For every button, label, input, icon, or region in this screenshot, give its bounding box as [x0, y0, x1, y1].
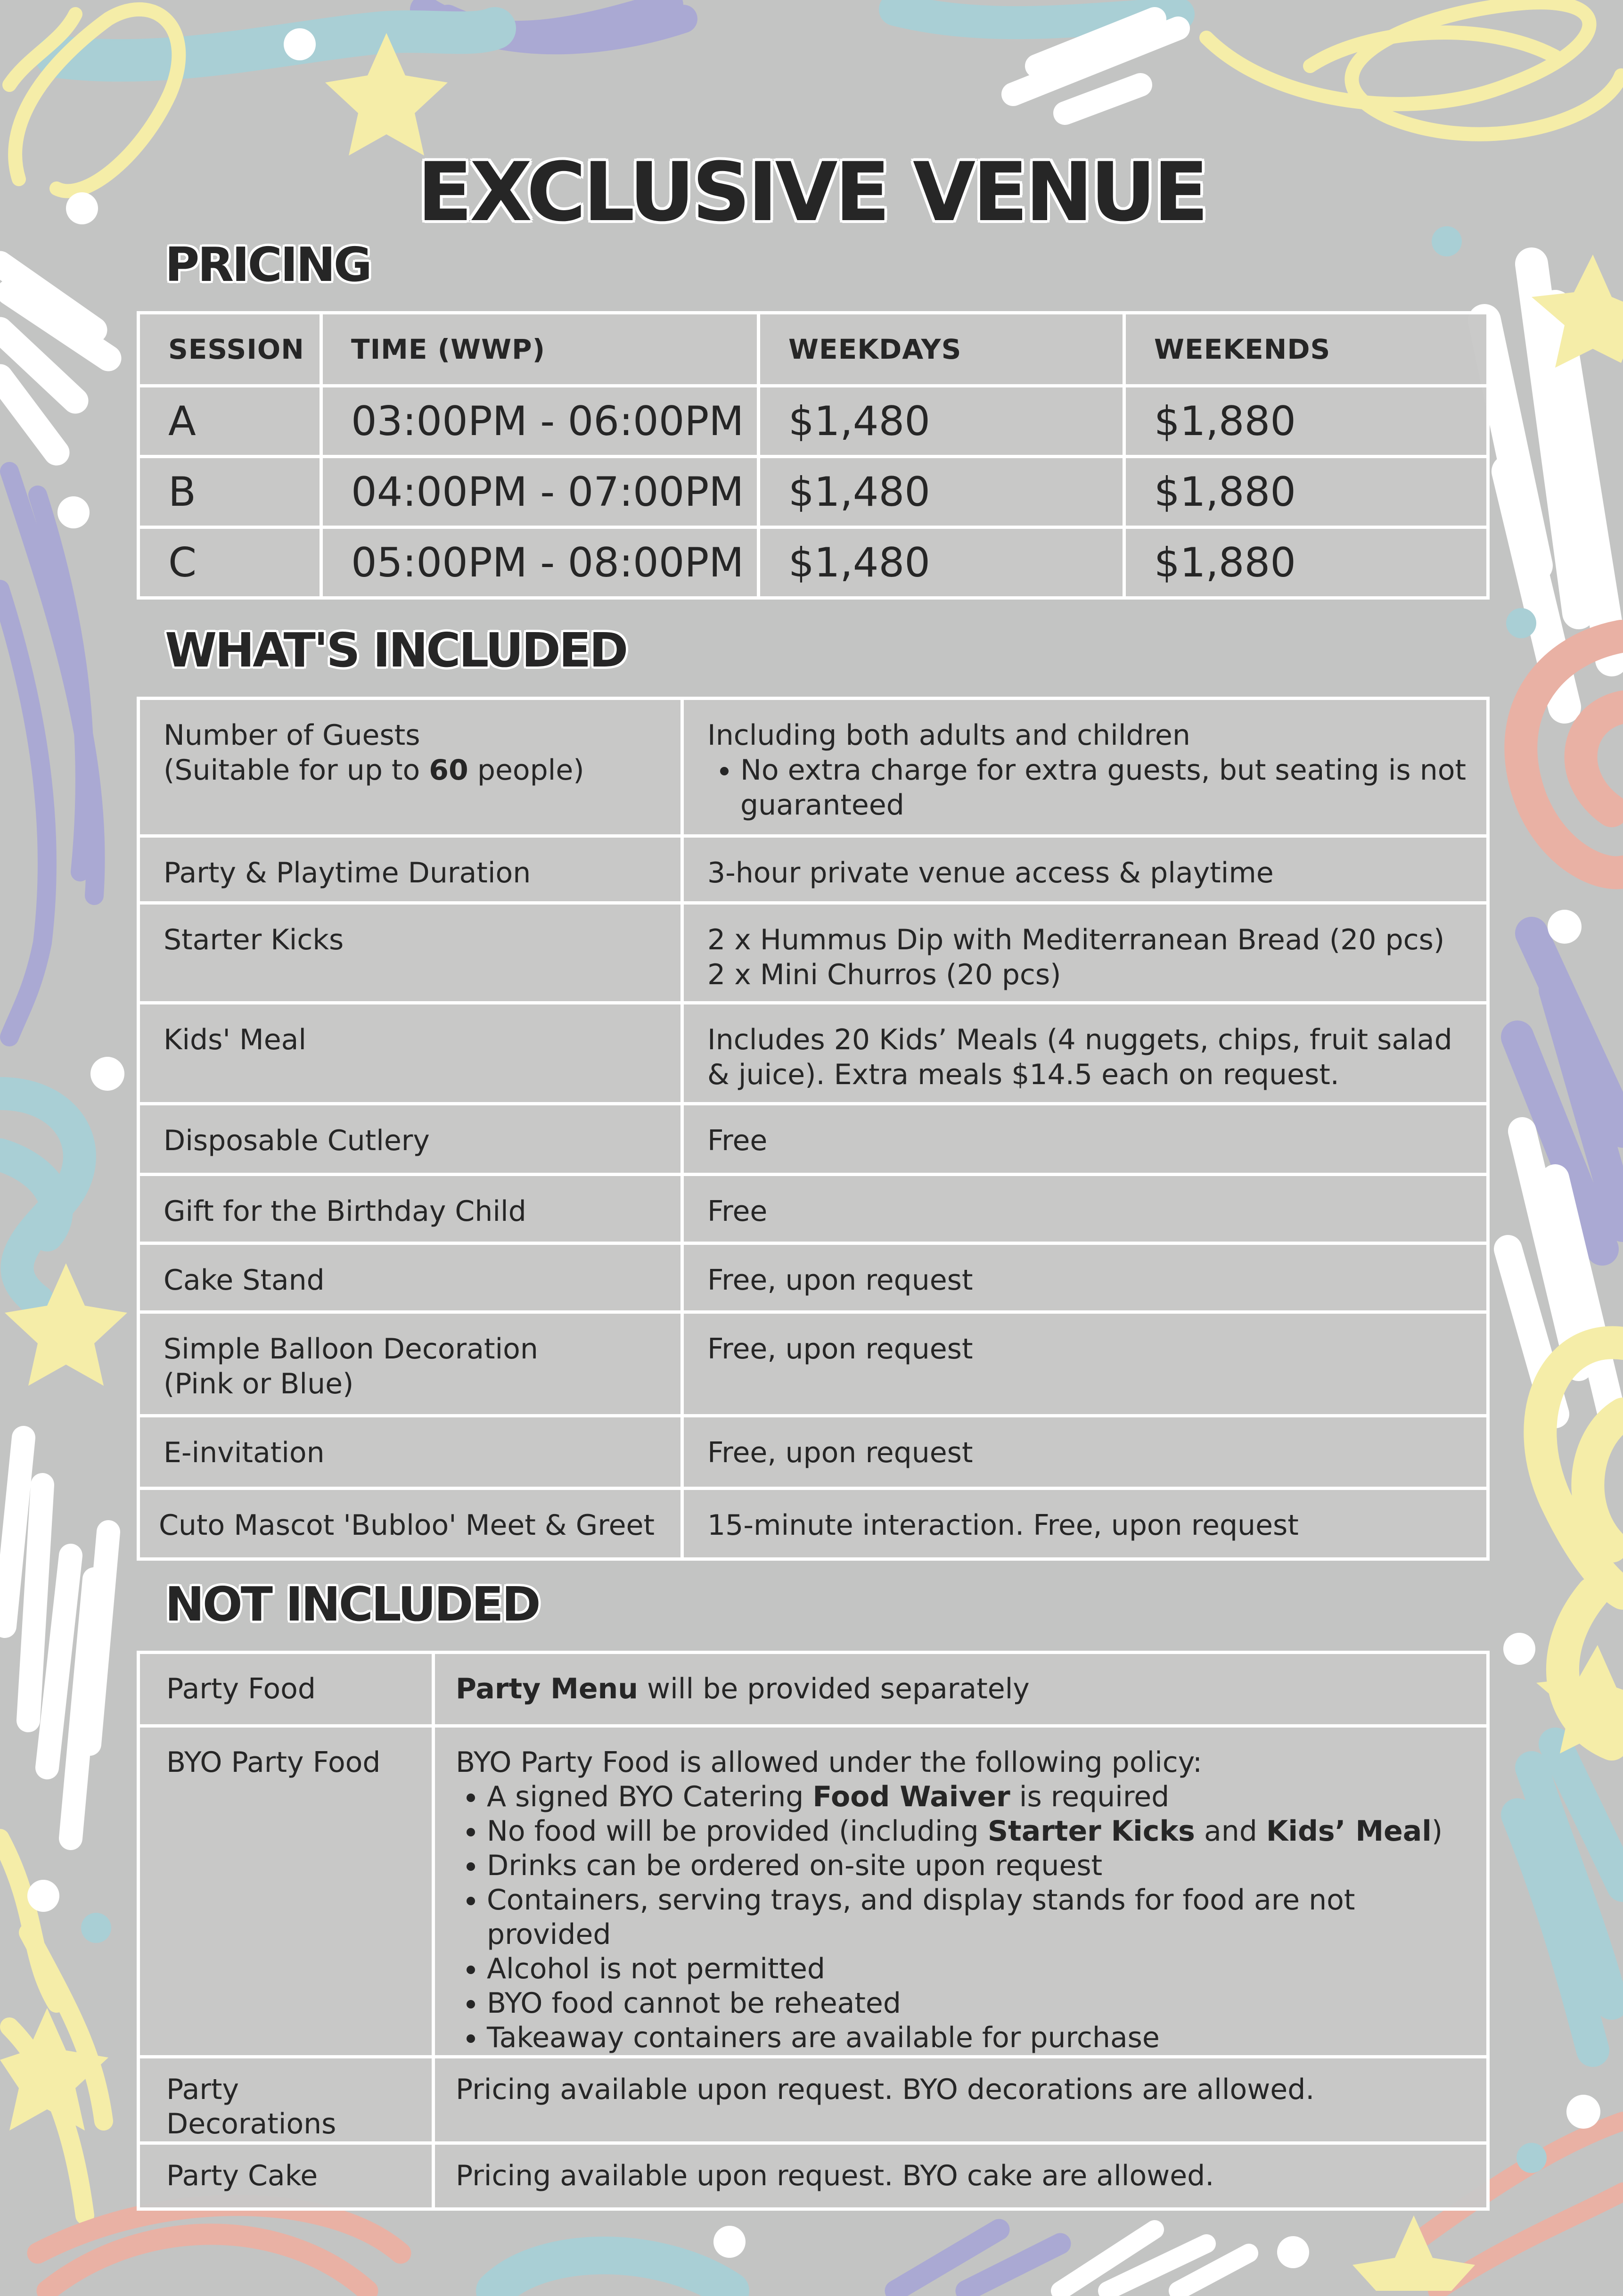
- guests-label: [139, 699, 682, 836]
- starter-label: Starter Kicks: [139, 903, 682, 1003]
- byo-label: BYO Party Food: [139, 1726, 434, 2057]
- cutlery-value: Free: [682, 1104, 1488, 1175]
- cake-stand-label: Cake Stand: [139, 1243, 682, 1312]
- session-cell: C: [139, 527, 321, 598]
- kids-meal-value: Includes 20 Kids’ Meals (4 nuggets, chips, fruit salad & juice). Extra meals $14.5 each on request.: [682, 1003, 1488, 1104]
- balloon-label: [139, 1312, 682, 1416]
- pricing-heading: PRICING: [165, 237, 370, 292]
- party-food-value: [434, 1653, 1488, 1726]
- included-heading: WHAT'S INCLUDED: [165, 623, 627, 678]
- not-included-table: [137, 1651, 1490, 2211]
- pricing-row: [139, 527, 1488, 598]
- guests-label-post: people): [468, 754, 584, 787]
- header-session: SESSION: [139, 313, 321, 386]
- party-menu-bold: Party Menu: [456, 1672, 638, 1705]
- mascot-value: 15-minute interaction. Free, upon request: [682, 1489, 1488, 1559]
- starter-value-line1: 2 x Hummus Dip with Mediterranean Bread (20 pcs): [707, 923, 1445, 956]
- included-row-gift: [139, 1175, 1488, 1243]
- einvite-value: Free, upon request: [682, 1416, 1488, 1489]
- not-included-row-byo: [139, 1726, 1488, 2057]
- byo-bullet: • Alcohol is not permitted: [487, 1952, 1472, 1986]
- included-row-cake-stand: [139, 1243, 1488, 1312]
- byo-value: [434, 1726, 1488, 2057]
- not-included-heading: NOT INCLUDED: [165, 1577, 539, 1632]
- guests-value: [682, 699, 1488, 836]
- pricing-table: [137, 311, 1490, 600]
- pricing-row: [139, 386, 1488, 457]
- included-table: [137, 697, 1490, 1561]
- weekend-price: $1,880: [1124, 457, 1488, 527]
- byo-bullet: • Drinks can be ordered on-site upon request: [487, 1849, 1472, 1883]
- time-cell: 05:00PM - 08:00PM: [321, 527, 759, 598]
- included-row-cutlery: [139, 1104, 1488, 1175]
- weekend-price: $1,880: [1124, 386, 1488, 457]
- balloon-label-line2: (Pink or Blue): [164, 1367, 354, 1400]
- included-row-mascot: [139, 1489, 1488, 1559]
- header-weekends: WEEKENDS: [1124, 313, 1488, 386]
- byo-bullet: • A signed BYO Catering Food Waiver is required: [487, 1780, 1472, 1814]
- included-row-guests: [139, 699, 1488, 836]
- byo-bullet: • BYO food cannot be reheated: [487, 1986, 1472, 2021]
- guests-label-line1: Number of Guests: [164, 719, 420, 752]
- guests-max-count: 60: [429, 754, 468, 787]
- byo-bullet: • Containers, serving trays, and display stands for food are not provided: [487, 1883, 1472, 1952]
- included-row-duration: [139, 836, 1488, 903]
- byo-policy-list: [456, 1780, 1472, 2055]
- weekday-price: $1,480: [759, 457, 1124, 527]
- time-cell: 03:00PM - 06:00PM: [321, 386, 759, 457]
- byo-bullet: • Takeaway containers are available for purchase: [487, 2021, 1472, 2055]
- kids-meal-label: Kids' Meal: [139, 1003, 682, 1104]
- time-cell: 04:00PM - 07:00PM: [321, 457, 759, 527]
- mascot-label: Cuto Mascot 'Bubloo' Meet & Greet: [139, 1489, 682, 1559]
- pricing-row: [139, 457, 1488, 527]
- included-row-balloon: [139, 1312, 1488, 1416]
- guests-label-pre: (Suitable for up to: [164, 754, 429, 787]
- party-food-value-rest: will be provided separately: [638, 1672, 1030, 1705]
- included-row-kids-meal: [139, 1003, 1488, 1104]
- guests-value-text: Including both adults and children: [707, 719, 1190, 752]
- header-time: TIME (WWP): [321, 313, 759, 386]
- byo-intro: BYO Party Food is allowed under the following policy:: [456, 1746, 1203, 1779]
- page-title: EXCLUSIVE VENUE: [417, 145, 1206, 239]
- duration-value: 3-hour private venue access & playtime: [682, 836, 1488, 903]
- cutlery-label: Disposable Cutlery: [139, 1104, 682, 1175]
- not-included-row-decorations: [139, 2057, 1488, 2143]
- cake-value: Pricing available upon request. BYO cake are allowed.: [434, 2143, 1488, 2209]
- header-weekdays: WEEKDAYS: [759, 313, 1124, 386]
- balloon-value: Free, upon request: [682, 1312, 1488, 1416]
- guests-bullet: • No extra charge for extra guests, but seating is not guaranteed: [740, 753, 1472, 823]
- weekday-price: $1,480: [759, 527, 1124, 598]
- included-row-einvite: [139, 1416, 1488, 1489]
- pricing-header-row: [139, 313, 1488, 386]
- weekend-price: $1,880: [1124, 527, 1488, 598]
- not-included-row-cake: [139, 2143, 1488, 2209]
- cake-label: Party Cake: [139, 2143, 434, 2209]
- gift-label: Gift for the Birthday Child: [139, 1175, 682, 1243]
- not-included-row-party-food: [139, 1653, 1488, 1726]
- einvite-label: E-invitation: [139, 1416, 682, 1489]
- decorations-label: Party Decorations: [139, 2057, 434, 2143]
- starter-value-line2: 2 x Mini Churros (20 pcs): [707, 958, 1061, 991]
- byo-bullet: • No food will be provided (including Starter Kicks and Kids’ Meal): [487, 1814, 1472, 1849]
- decorations-value: Pricing available upon request. BYO decorations are allowed.: [434, 2057, 1488, 2143]
- party-food-label: Party Food: [139, 1653, 434, 1726]
- duration-label: Party & Playtime Duration: [139, 836, 682, 903]
- session-cell: A: [139, 386, 321, 457]
- session-cell: B: [139, 457, 321, 527]
- starter-value: [682, 903, 1488, 1003]
- included-row-starter: [139, 903, 1488, 1003]
- weekday-price: $1,480: [759, 386, 1124, 457]
- balloon-label-line1: Simple Balloon Decoration: [164, 1333, 538, 1366]
- cake-stand-value: Free, upon request: [682, 1243, 1488, 1312]
- gift-value: Free: [682, 1175, 1488, 1243]
